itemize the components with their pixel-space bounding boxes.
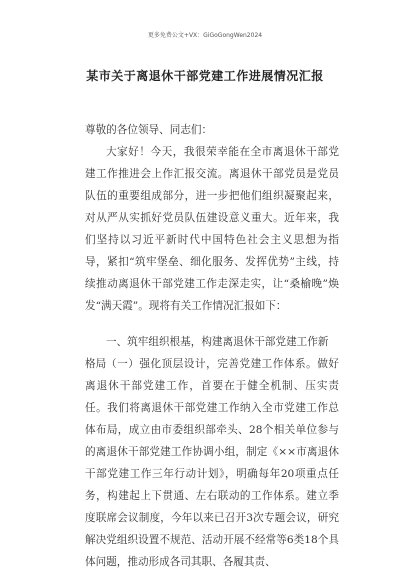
body-paragraph: （一）强化顶层设计，完善党建工作体系。做好离退休干部党建工作，首要在于健全机制、压实责任。我们将离退休干部党建工作纳入全市党建工作总体布局，成立由市委组织部牵头、28个相关单位参与的离退休干部党建工作协调小组，制定《××市离退休干部党建工作三年行动计划》，明确每年20项重点任务，构建起上下贯通、左右联动的工作体系。建立季度联席会议制度，今年以来已召开3次专题会议，研究解决党组织设置不规范、活动开展不经常等6类18个具体问题，推动形成各司其职、各履其责、	[85, 358, 339, 568]
document-title: 某市关于离退休干部党建工作进展情况汇报	[86, 69, 324, 83]
salutation: 尊敬的各位领导、同志们：	[85, 124, 213, 136]
body-paragraph: 大家好！今天，我很荣幸能在全市离退休干部党建工作推进会上作汇报交流。离退休干部党员是党员队伍的重要组成部分，进一步把他们组织凝聚起来，对从严从实抓好党员队伍建设意义重大。近年来，我们坚持以习近平新时代中国特色社会主义思想为指导，紧扣“筑牢堡垒、细化服务、发挥优势”主线，持续推动离退休干部党建工作走深走实，让“桑榆晚”焕发“满天霞”。现将有关工作情况汇报如下：	[85, 146, 339, 312]
header-note: 更多免费公文+VX：GiGoGongWen2024	[147, 32, 263, 39]
section-heading: 一、筑牢组织根基，构建离退休干部党建工作新格局	[85, 336, 329, 370]
